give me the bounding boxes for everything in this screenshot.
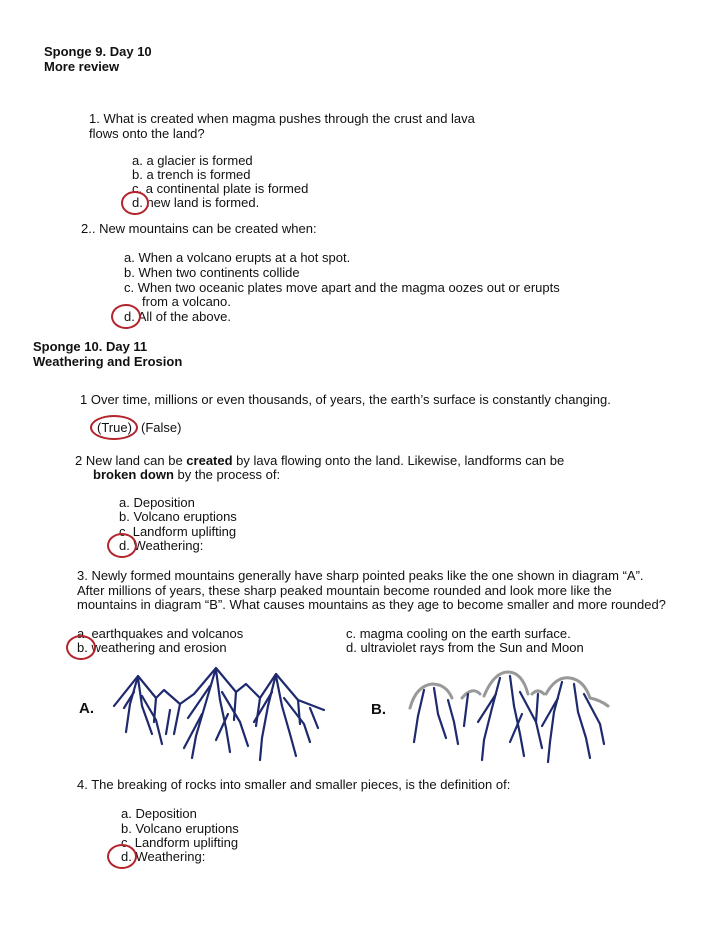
sponge9-subtitle: More review [44, 59, 120, 74]
answer-circle [107, 844, 137, 869]
s10-q1-true: (True) [97, 420, 132, 435]
s10-q4-option-b: b. Volcano eruptions [121, 821, 239, 836]
s9-q1-option-d: d. new land is formed. [132, 195, 260, 210]
s9-q2-option-d: d. All of the above. [124, 309, 231, 324]
s10-q3-line3: mountains in diagram “B”. What causes mountains as they age to become smaller and more rounded? [77, 597, 666, 612]
s10-q3-line2: After millions of years, these sharp peaked mountain become rounded and look more like the [77, 583, 612, 598]
answer-circle [90, 415, 138, 440]
s10-q2-option-d: d. Weathering: [119, 538, 204, 553]
s10-q1-false: (False) [141, 420, 182, 435]
diagram-b-label: B. [371, 701, 386, 718]
s9-q2-option-b: b. When two continents collide [124, 265, 300, 280]
s9-q1-option-b: b. a trench is formed [132, 167, 251, 182]
s10-q4-option-c: c. Landform uplifting [121, 835, 239, 850]
s9-q1-option-a: a. a glacier is formed [132, 153, 253, 168]
s9-q2-option-a: a. When a volcano erupts at a hot spot. [124, 250, 351, 265]
s10-q2-line1: 2 New land can be created by lava flowing onto the land. Likewise, landforms can be [75, 453, 565, 468]
s9-q1-line2: flows onto the land? [89, 126, 205, 141]
s10-q3-option-d: d. ultraviolet rays from the Sun and Moon [346, 640, 584, 655]
answer-circle [111, 304, 141, 329]
s10-q1-stem: 1 Over time, millions or even thousands, of years, the earth’s surface is constantly changing. [80, 392, 611, 407]
answer-circle [107, 533, 137, 558]
s10-q4-stem: 4. The breaking of rocks into smaller and smaller pieces, is the definition of: [77, 777, 511, 792]
answer-circle [121, 191, 149, 215]
answer-circle [66, 635, 96, 660]
s10-q3-option-c: c. magma cooling on the earth surface. [346, 626, 571, 641]
s10-q3-option-b: b. weathering and erosion [77, 640, 227, 655]
sharp-mountains-diagram [112, 662, 326, 766]
diagram-a-label: A. [79, 700, 94, 717]
s10-q2-option-a: a. Deposition [119, 495, 195, 510]
s10-q3-option-a: a. earthquakes and volcanos [77, 626, 244, 641]
s9-q2-stem: 2.. New mountains can be created when: [81, 221, 317, 236]
s10-q2-option-b: b. Volcano eruptions [119, 509, 237, 524]
s10-q2-line2: broken down by the process of: [93, 467, 281, 482]
sponge10-subtitle: Weathering and Erosion [33, 354, 183, 369]
s9-q1-line1: 1. What is created when magma pushes through the crust and lava [89, 111, 475, 126]
s9-q2-option-c: c. When two oceanic plates move apart and the magma oozes out or erupts [124, 280, 560, 295]
s10-q4-option-d: d. Weathering: [121, 849, 206, 864]
sponge10-title: Sponge 10. Day 11 [33, 339, 148, 354]
s10-q2-option-c: c. Landform uplifting [119, 524, 237, 539]
s10-q3-line1: 3. Newly formed mountains generally have sharp pointed peaks like the one shown in diagram “A”. [77, 568, 644, 583]
sponge9-title: Sponge 9. Day 10 [44, 44, 152, 59]
s9-q2-option-c-cont: from a volcano. [142, 294, 231, 309]
rounded-mountains-diagram [404, 664, 614, 768]
s9-q1-option-c: c. a continental plate is formed [132, 181, 309, 196]
s10-q4-option-a: a. Deposition [121, 806, 197, 821]
